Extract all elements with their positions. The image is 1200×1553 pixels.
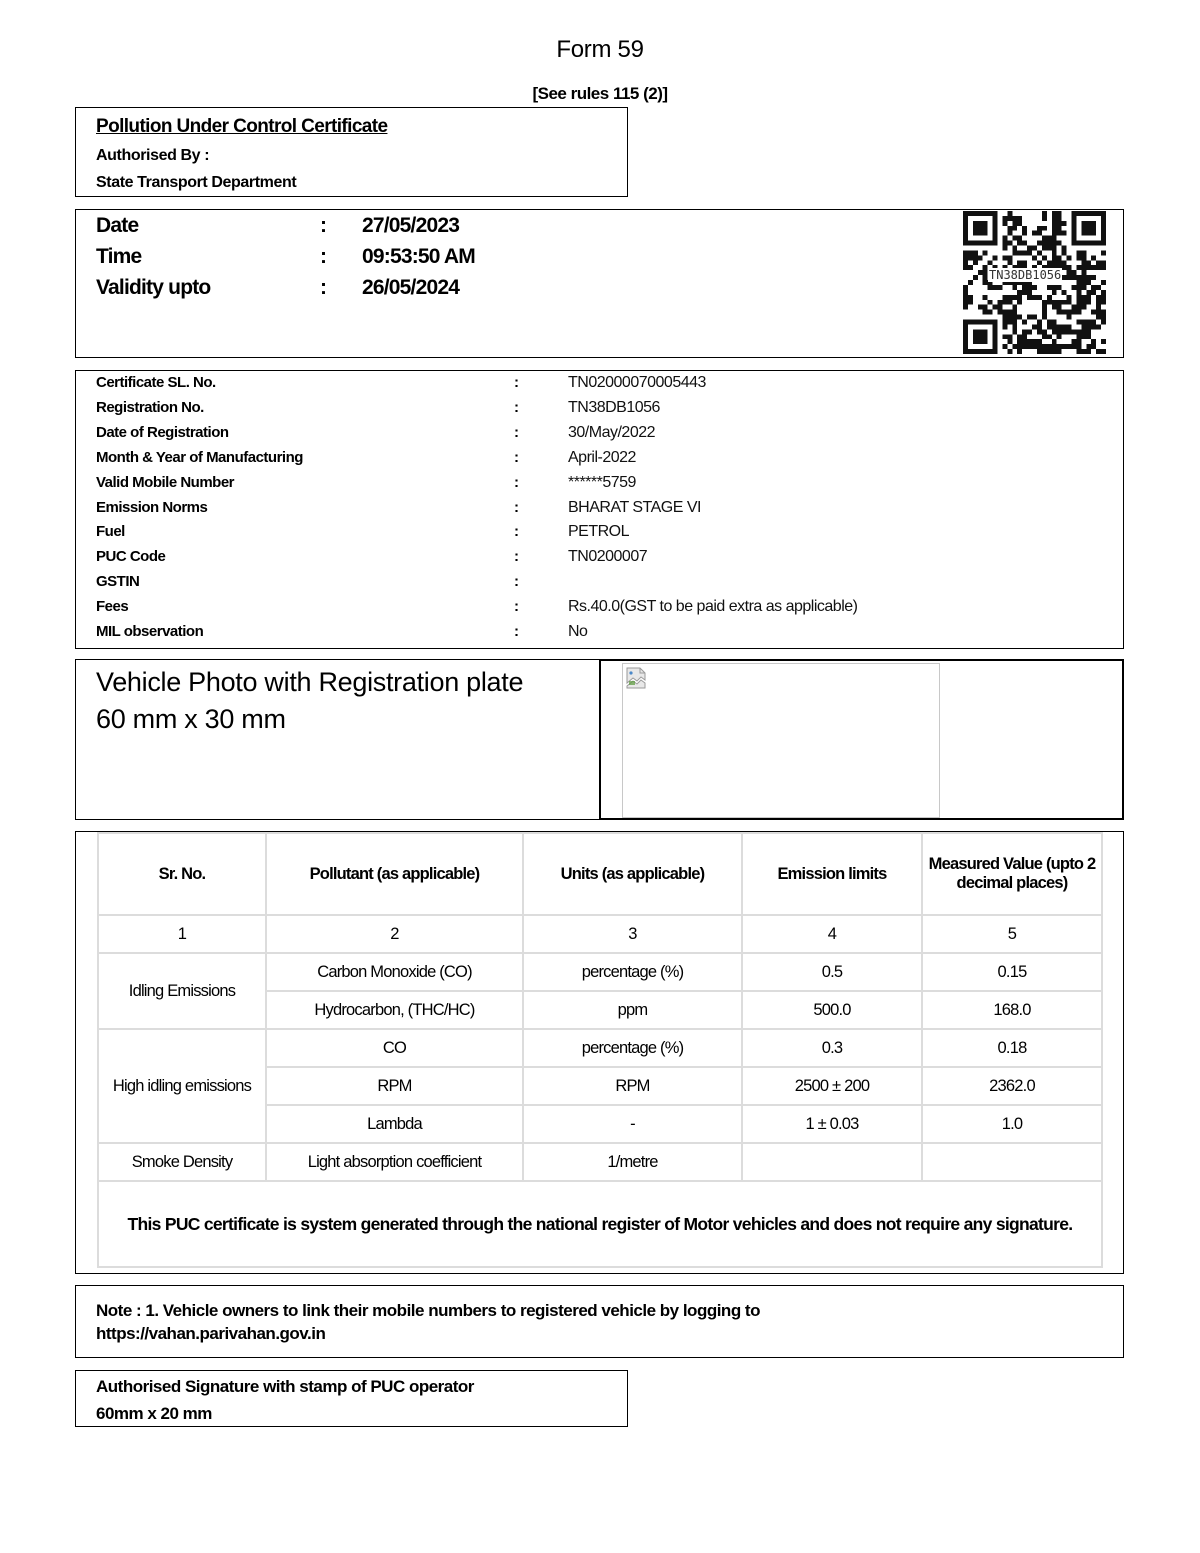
limit-cell: 1 ± 0.03 — [742, 1105, 922, 1143]
detail-separator: : — [514, 398, 519, 416]
measured-cell: 0.18 — [922, 1029, 1102, 1067]
header-sr-no: Sr. No. — [98, 833, 266, 915]
authority-name: State Transport Department — [96, 174, 297, 191]
note-line1: Note : 1. Vehicle owners to link their mobile numbers to registered vehicle by logging to — [96, 1301, 760, 1320]
detail-separator: : — [514, 548, 519, 566]
pollutant-cell: Carbon Monoxide (CO) — [266, 953, 523, 991]
limit-cell: 0.5 — [742, 953, 922, 991]
qr-code-icon — [963, 211, 1106, 354]
detail-label: Month & Year of Manufacturing — [96, 448, 303, 466]
validity-separator: : — [320, 276, 327, 299]
measured-cell: 1.0 — [922, 1105, 1102, 1143]
pollutant-cell: Light absorption coefficient — [266, 1143, 523, 1181]
photo-caption-line1: Vehicle Photo with Registration plate — [96, 667, 524, 697]
detail-separator: : — [514, 448, 519, 466]
detail-label: GSTIN — [96, 573, 140, 591]
unit-cell: - — [523, 1105, 742, 1143]
detail-label: MIL observation — [96, 623, 204, 640]
certificate-title: Pollution Under Control Certificate — [96, 116, 388, 137]
limit-cell: 2500 ± 200 — [742, 1067, 922, 1105]
limit-cell: 0.3 — [742, 1029, 922, 1067]
detail-label: Date of Registration — [96, 423, 229, 441]
detail-label: Registration No. — [96, 398, 204, 416]
detail-separator: : — [514, 473, 519, 491]
detail-separator: : — [514, 623, 519, 640]
vehicle-details-section — [75, 370, 1124, 649]
detail-value: TN0200007 — [568, 548, 648, 566]
detail-separator: : — [514, 598, 519, 616]
header-units: Units (as applicable) — [523, 833, 742, 915]
detail-value: No — [568, 623, 588, 640]
authorised-by-label: Authorised By : — [96, 147, 210, 164]
pollutant-cell: Hydrocarbon, (THC/HC) — [266, 991, 523, 1029]
time-value: 09:53:50 AM — [362, 245, 475, 268]
detail-label: Emission Norms — [96, 498, 208, 516]
pollutant-cell: RPM — [266, 1067, 523, 1105]
measured-cell: 2362.0 — [922, 1067, 1102, 1105]
detail-value: PETROL — [568, 523, 630, 541]
table-row — [98, 953, 1102, 991]
signature-section — [75, 1370, 628, 1427]
column-number: 1 — [98, 915, 266, 953]
detail-value: 30/May/2022 — [568, 423, 656, 441]
column-number: 5 — [922, 915, 1102, 953]
detail-label: Fuel — [96, 523, 125, 541]
broken-image-icon — [625, 666, 647, 690]
time-separator: : — [320, 245, 327, 268]
detail-separator: : — [514, 498, 519, 516]
detail-label: Valid Mobile Number — [96, 473, 235, 491]
detail-separator: : — [514, 423, 519, 441]
measured-cell: 168.0 — [922, 991, 1102, 1029]
system-generated-note: This PUC certificate is system generated through the national register of Motor vehicles and does not require any signature. — [98, 1181, 1102, 1267]
form-title: Form 59 — [556, 36, 644, 63]
detail-value: Rs.40.0(GST to be paid extra as applicable) — [568, 598, 858, 616]
unit-cell: RPM — [523, 1067, 742, 1105]
unit-cell: percentage (%) — [523, 1029, 742, 1067]
unit-cell: percentage (%) — [523, 953, 742, 991]
detail-value: TN02000070005443 — [568, 374, 706, 391]
signature-caption: Authorised Signature with stamp of PUC operator — [96, 1377, 474, 1396]
unit-cell: ppm — [523, 991, 742, 1029]
measured-cell — [922, 1143, 1102, 1181]
emissions-table — [97, 832, 1103, 1268]
validity-label: Validity upto — [96, 276, 211, 299]
note-section — [75, 1285, 1124, 1358]
detail-value: TN38DB1056 — [568, 398, 660, 416]
validity-value: 26/05/2024 — [362, 276, 460, 299]
pollutant-cell: CO — [266, 1029, 523, 1067]
vehicle-photo-caption — [75, 659, 600, 820]
date-label: Date — [96, 214, 139, 237]
date-time-section — [75, 209, 1124, 358]
table-footer-row — [98, 1181, 1102, 1267]
detail-label: Fees — [96, 598, 129, 616]
rules-reference: [See rules 115 (2)] — [532, 84, 668, 103]
vehicle-photo-frame — [599, 659, 1124, 820]
date-separator: : — [320, 214, 327, 237]
detail-separator: : — [514, 523, 519, 541]
header-pollutant: Pollutant (as applicable) — [266, 833, 523, 915]
column-number: 4 — [742, 915, 922, 953]
column-number: 2 — [266, 915, 523, 953]
detail-separator: : — [514, 374, 519, 391]
vehicle-photo — [622, 663, 940, 818]
table-row — [98, 1143, 1102, 1181]
detail-value: April-2022 — [568, 448, 636, 466]
qr-code-text: TN38DB1056 — [989, 268, 1062, 282]
detail-label: PUC Code — [96, 548, 166, 566]
detail-separator: : — [514, 573, 519, 591]
photo-caption-line2: 60 mm x 30 mm — [96, 704, 286, 734]
date-value: 27/05/2023 — [362, 214, 460, 237]
column-number: 3 — [523, 915, 742, 953]
measured-cell: 0.15 — [922, 953, 1102, 991]
smoke-density-label: Smoke Density — [98, 1143, 266, 1181]
detail-label: Certificate SL. No. — [96, 374, 216, 391]
table-row — [98, 1029, 1102, 1067]
pollutant-cell: Lambda — [266, 1105, 523, 1143]
column-number-row — [98, 915, 1102, 953]
header-emission-limits: Emission limits — [742, 833, 922, 915]
note-link[interactable]: https://vahan.parivahan.gov.in — [96, 1324, 326, 1343]
unit-cell: 1/metre — [523, 1143, 742, 1181]
time-label: Time — [96, 245, 142, 268]
header-measured-value: Measured Value (upto 2 decimal places) — [922, 833, 1102, 915]
certificate-header — [75, 107, 628, 197]
idling-emissions-label: Idling Emissions — [98, 953, 266, 1029]
detail-value: BHARAT STAGE VI — [568, 498, 701, 516]
limit-cell: 500.0 — [742, 991, 922, 1029]
high-idling-emissions-label: High idling emissions — [98, 1029, 266, 1143]
emission-results-section — [75, 831, 1124, 1274]
detail-value: ******5759 — [568, 473, 636, 491]
limit-cell — [742, 1143, 922, 1181]
signature-size: 60mm x 20 mm — [96, 1404, 212, 1423]
